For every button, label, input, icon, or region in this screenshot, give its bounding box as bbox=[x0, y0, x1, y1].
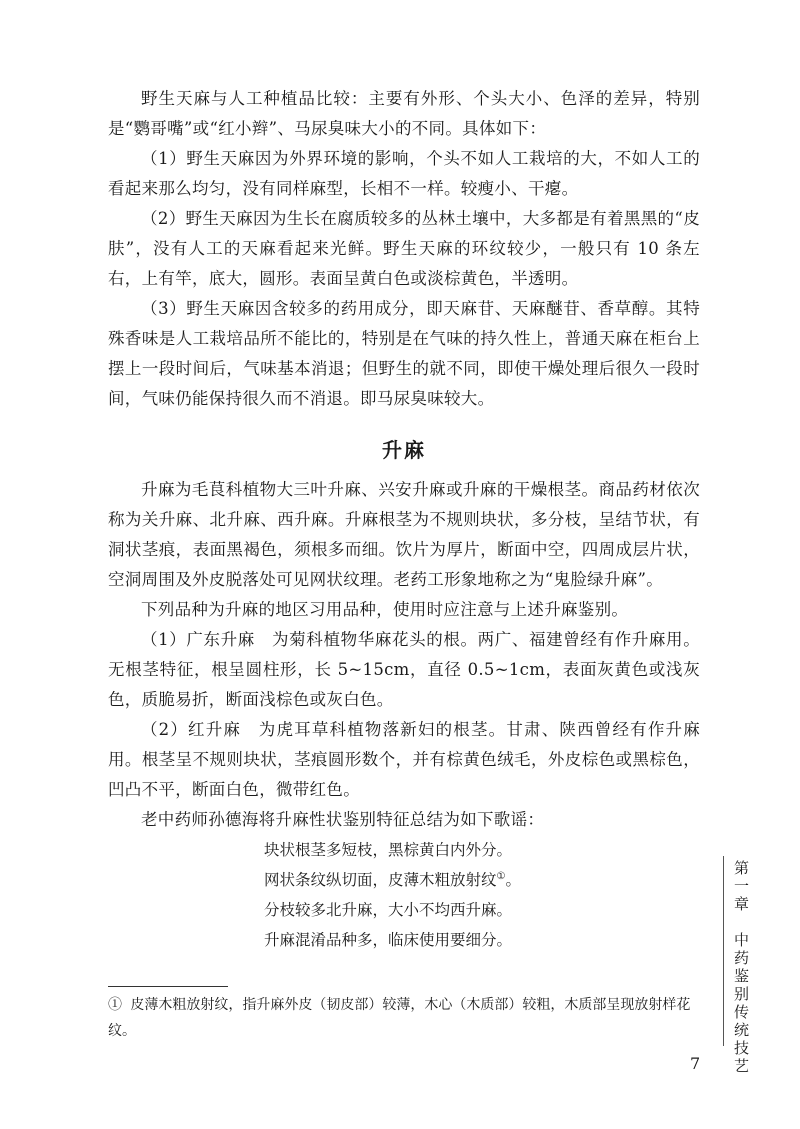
paragraph-point-2: （2）野生天麻因为生长在腐质较多的丛林土壤中，大多都是有着黑黑的“皮肤”，没有人工的天麻看起来光鲜。野生天麻的环纹较少，一般只有 10 条左右，上有竿，底大，圆形。表面呈黄白色或淡棕黄色，半透明。 bbox=[108, 209, 700, 288]
paragraph-red-shengma: （2）红升麻 为虎耳草科植物落新妇的根茎。甘肃、陕西曾经有作升麻用。根茎呈不规则块状，茎痕圆形数个，并有棕黄色绒毛，外皮棕色或黑棕色，凹凸不平，断面白色，微带红色。 bbox=[108, 720, 700, 799]
page-number: 7 bbox=[690, 1054, 701, 1073]
footnote-marker: ① bbox=[496, 870, 506, 882]
page-body bbox=[108, 84, 700, 955]
verse-line: 网状条纹纵切面，皮薄木粗放射纹①。 bbox=[264, 870, 521, 889]
paragraph-guangdong-shengma: （1）广东升麻 为菊科植物华麻花头的根。两广、福建曾经有作升麻用。无根茎特征，根呈圆柱形，长 5~15cm，直径 0.5~1cm，表面灰黄色或浅灰色，质脆易折，断面浅棕色或灰白色。 bbox=[108, 630, 700, 709]
section-title: 升麻 bbox=[382, 438, 426, 462]
verse-line: 升麻混淆品种多，临床使用要细分。 bbox=[264, 931, 513, 949]
side-divider bbox=[723, 856, 724, 1046]
footnote: ① 皮薄木粗放射纹，指升麻外皮（韧皮部）较薄，木心（木质部）较粗，木质部呈现放射样花纹。 bbox=[108, 997, 691, 1039]
paragraph-regional-varieties: 下列品种为升麻的地区习用品种，使用时应注意与上述升麻鉴别。 bbox=[141, 600, 629, 619]
paragraph-intro: 野生天麻与人工种植品比较：主要有外形、个头大小、色泽的差异，特别是“鹦哥嘴”或“红小辫”、马尿臭味大小的不同。具体如下： bbox=[108, 89, 700, 138]
paragraph-point-3: （3）野生天麻因含较多的药用成分，即天麻苷、天麻醚苷、香草醇。其特殊香味是人工栽培品所不能比的，特别是在气味的持久性上，普通天麻在柜台上摆上一段时间后，气味基本消退；但野生的就不同，即使干燥处理后很久一段时间，气味仍能保持很久而不消退。即马尿臭味较大。 bbox=[108, 299, 700, 408]
chapter-side-title: 第一章 中药鉴别传统技艺 bbox=[732, 860, 750, 1076]
paragraph-verse-intro: 老中药师孙德海将升麻性状鉴别特征总结为如下歌谣： bbox=[141, 810, 545, 829]
verse-line: 分枝较多北升麻，大小不均西升麻。 bbox=[264, 901, 513, 919]
verse-line: 块状根茎多短枝，黑棕黄白内外分。 bbox=[264, 841, 513, 859]
paragraph-shengma-intro: 升麻为毛茛科植物大三叶升麻、兴安升麻或升麻的干燥根茎。商品药材依次称为关升麻、北升麻、西升麻。升麻根茎为不规则块状，多分枝，呈结节状，有洞状茎痕，表面黑褐色，须根多而细。饮片为厚片，断面中空，四周成层片状，空洞周围及外皮脱落处可见网状纹理。老药工形象地称之为“鬼脸绿升麻”。 bbox=[108, 480, 700, 589]
paragraph-point-1: （1）野生天麻因为外界环境的影响，个头不如人工栽培的大，不如人工的看起来那么均匀，没有同样麻型，长相不一样。较瘦小、干瘪。 bbox=[108, 149, 700, 198]
footnote-divider bbox=[108, 986, 228, 987]
